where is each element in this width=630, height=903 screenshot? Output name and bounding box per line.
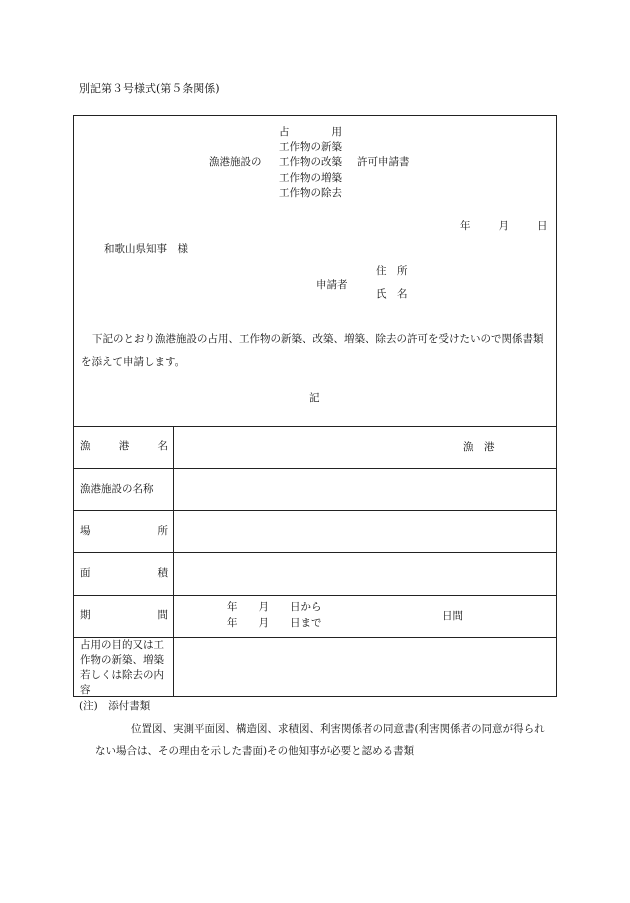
- row-label-location: [80, 525, 168, 539]
- row-label-period: [80, 609, 168, 623]
- label-char: 面: [80, 567, 91, 579]
- row-divider: [74, 510, 556, 511]
- notes-body: 位置図、実測平面図、構造図、求積図、利害関係者の同意書(利害関係者の同意が得られない場合は、その理由を示した書面)その他知事が必要と認める書類: [95, 723, 545, 757]
- row-divider: [74, 468, 556, 469]
- ki-heading: 記: [309, 392, 320, 404]
- applicant-address-label: 住 所: [376, 265, 408, 277]
- title-option-occupancy: 占 用: [279, 126, 342, 138]
- table-top-line: [74, 426, 556, 427]
- date-month: 月: [498, 220, 509, 232]
- harbor-name-suffix: 漁 港: [463, 441, 495, 453]
- applicant-name-label: 氏 名: [376, 288, 408, 300]
- period-days: 日間: [442, 610, 463, 622]
- label-char: 漁: [80, 440, 91, 452]
- title-options: [279, 125, 342, 201]
- row-label-facility-name: 漁港施設の名称: [80, 483, 154, 495]
- row-divider: [74, 595, 556, 596]
- date-day: 日: [537, 220, 548, 232]
- date-year: 年: [460, 220, 471, 232]
- label-char: 期: [80, 609, 91, 621]
- label-char: 場: [80, 525, 91, 537]
- row-label-harbor-name: [80, 440, 168, 454]
- label-char: 所: [157, 525, 168, 537]
- title-option-removal: 工作物の除去: [279, 186, 342, 199]
- title-option-extension: 工作物の増築: [279, 171, 342, 184]
- application-form-frame: [73, 115, 557, 697]
- title-left: 漁港施設の: [209, 156, 262, 168]
- applicant-label: 申請者: [316, 279, 348, 291]
- period-from: 年 月 日から: [227, 601, 322, 613]
- label-char: 積: [157, 567, 168, 579]
- period-to: 年 月 日まで: [227, 617, 322, 629]
- title-right: 許可申請書: [357, 156, 410, 168]
- label-char: 名: [157, 440, 168, 452]
- row-label-area: [80, 567, 168, 581]
- label-char: 港: [118, 440, 130, 452]
- title-option-new-build: 工作物の新築: [279, 141, 342, 154]
- row-label-purpose: 占用の目的又は工作物の新築、増築若しくは除去の内容: [80, 639, 164, 696]
- date-line: [460, 220, 548, 234]
- addressee: 和歌山県知事 様: [104, 243, 188, 255]
- label-column-divider: [173, 426, 174, 697]
- title-option-rebuild: 工作物の改築: [279, 156, 342, 169]
- label-char: 間: [157, 609, 168, 621]
- form-label: 別記第３号様式(第５条関係): [79, 82, 220, 95]
- request-statement: 下記のとおり漁港施設の占用、工作物の新築、改築、増築、除去の許可を受けたいので関係書類を添えて申請します。: [81, 333, 544, 368]
- row-divider: [74, 552, 556, 553]
- notes-title: (注) 添付書類: [79, 700, 151, 712]
